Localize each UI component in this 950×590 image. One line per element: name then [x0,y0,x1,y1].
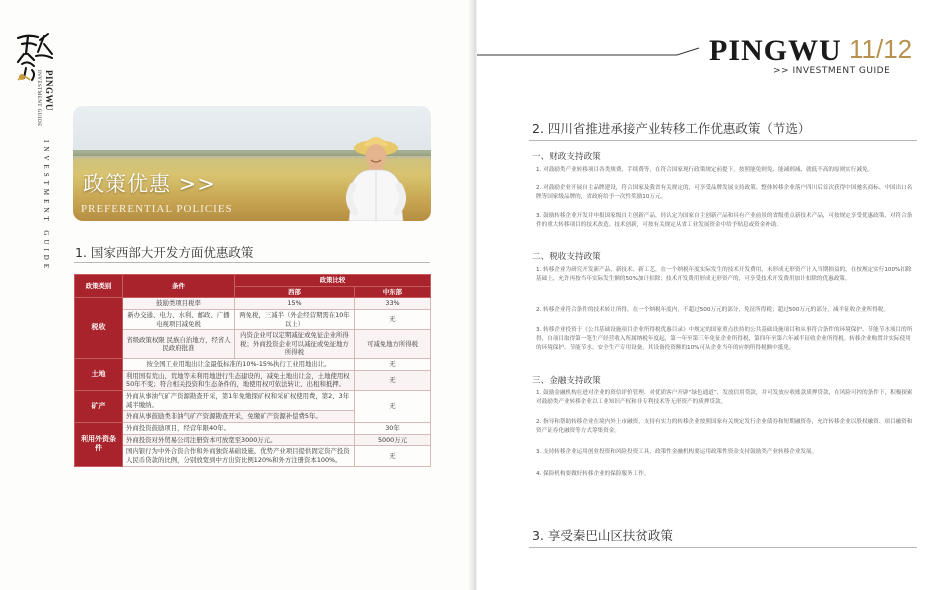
paragraph: 3. 转移企业投资于《公共基础设施项目企业所得税优惠目录》中规定的国家重点扶持的公共基础设施项目和从事符合条件的环境保护、节能节水项目的所得，自项目取得第一笔生产经营收入所属纳税年度起，第一年至第三年免征企业所得税，第四年至第六年减半征收企业所得税。转移企业购置并实际使用的环境保护、节能节水、安全生产专用设备，其设备投资额的10%可从企业当年的应纳所得税额中抵免。 [536,327,913,351]
brand-subtitle-vertical: INVESTMENT GUIDE [36,70,41,127]
header-central-east: 中东部 [355,286,431,298]
central-east-cell: 无 [355,359,431,371]
condition-cell: 外商投资鼓励项目，经营年限40年。 [123,422,355,434]
table-row [75,370,431,390]
west-cell: 内资企业可以定期减征或免征企业所得税；外商投资企业可以减征或免征地方所得税 [235,330,355,359]
subsection-heading: 三、金融支持政策 [532,376,601,386]
condition-cell: 外商从事鼓励类非油气矿产资源勘查开采，免缴矿产资源补偿费5年。 [123,411,355,423]
paragraph: 2. 指导和帮助转移企业在境内外上市融资，支持有实力的转移企业按照国家有关规定发行企业债券和短期融资券，允许转移企业以股权融资、项目融资和资产证券化融资等方式筹集资金。 [536,419,913,434]
condition-cell: 新办交通、电力、水利、邮政、广播电视项目减免税 [123,309,235,329]
central-east-cell: 5000万元 [355,434,431,446]
hero-subtitle: PREFERENTIAL POLICIES [81,203,233,215]
west-cell: 15% [235,298,355,310]
header-comparison: 政策比较 [235,275,431,287]
paragraph: 2. 对鼓励企业开展自主品牌建设，符合国家及我省有关规定的，可享受品牌发展支持政策。整体转移企业落户四川后首次获得中国驰名商标、中国出口名牌等国家级品牌的，省政府给予一次性奖励10万元。 [536,185,913,200]
condition-cell: 按全国工业用地出让金最低标准的10%-15%执行工业用地出让。 [123,359,355,371]
table-row [75,391,431,411]
section2-title: 2. 四川省推进承接产业转移工作优惠政策（节选） [532,121,811,136]
central-east-cell: 无 [355,370,431,390]
section2-divider [529,140,917,141]
table-row [75,359,431,371]
table-row [75,298,431,310]
central-east-cell: 33% [355,298,431,310]
policy-comparison-table [74,274,431,467]
condition-cell: 利用国有荒山、荒地等未利用地进行生态建设的，减免土地出让金，土地使用权50年不变；符合相关投资和生态条件的，地使用权可依法转让、出租和抵押。 [123,370,355,390]
farmer-illustration [331,126,421,221]
header-guide: >> INVESTMENT GUIDE [773,66,891,76]
table-row [75,330,431,359]
brand-spaced-vertical: INVESTMENT GUIDE [42,140,50,273]
paragraph: 1. 鼓励金融机构在进对企业的资信评价管理、对优质客户开辟“绿色通道”，发放信用贷款，并可发放应收账款质押贷款，在风险可控的条件下，积极探索对鼓励类产业转移企业以工业知识产权和非专利技术等无形资产的质押贷款。 [536,390,913,405]
section3-divider [529,547,917,548]
paragraph: 2. 转移企业符合条件的技术转让所得，在一个纳税年度内，不超过500万元的部分，免征所得税；超过500万元的部分，减半征收企业所得税。 [536,307,889,313]
condition-cell: 外商从事油气矿产资源勘查开采，第1年免缴探矿权和采矿权使用费，第2、3年减半缴纳。 [123,391,355,411]
paragraph: 1. 对鼓励类产业转移项目各类规费、手续费等，在符合国家现行政策规定前提下，按照能免则免、能减则减、就低不高的原则实行减免。 [536,167,874,173]
header-rule [477,46,705,56]
section3-title: 3. 享受秦巴山区扶贫政策 [532,528,673,543]
central-east-cell: 无 [355,446,431,466]
category-cell: 利用外资条件 [75,422,123,466]
category-cell: 矿产 [75,391,123,423]
paragraph: 1. 转移企业为研究开发新产品、新技术、新工艺，在一个纳税年度实际发生的技术开发费用，未形成无形资产计入当期损益的，在按规定实行100%扣除基础上，允许再按当年实际发生额的50%加计扣除；技术开发费用形成无形资产的，可享受技术开发费用加计扣除的优惠政策。 [536,267,912,282]
header-condition: 条件 [123,275,235,298]
right-page [477,0,950,590]
condition-cell: 国内银行为中外合资合作和外商独资基础设施、优势产业项目提供固定资产投资人民币贷款的比例，分别放宽到中方出资比例120%和外方注册资本100%。 [123,446,355,466]
hero-banner [73,106,431,221]
paragraph: 3. 支持转移企业运用创业投资和风险投资工具，政策性金融机构要运用政策性资金支持鼓励类产业转移企业发展。 [536,449,818,455]
paragraph: 4. 保险机构要做好转移企业的保险服务工作。 [536,471,650,477]
table-row [75,446,431,466]
header-west: 西部 [235,286,355,298]
table-row [75,422,431,434]
subsection-heading: 二、税收支持政策 [532,252,601,262]
condition-cell: 外商投资对外贸易公司注册资本可放宽至3000万元。 [123,434,355,446]
hero-title: 政策优惠 >> [83,172,216,196]
category-cell: 税收 [75,298,123,359]
brand-strip [14,30,60,273]
page-number: 11/12 [849,34,913,64]
table-row [75,434,431,446]
central-east-cell: 30年 [355,422,431,434]
header-brand-word: PINGWU [709,34,842,67]
left-page [0,0,473,590]
central-east-cell: 可减免地方所得税 [355,330,431,359]
section-title: 1. 国家西部大开发方面优惠政策 [75,245,254,260]
table-row [75,309,431,329]
condition-cell: 省级政策权限 民族自治地方，经省人民政府批准 [123,330,235,359]
central-east-cell: 无 [355,391,431,423]
paragraph: 3. 鼓励转移企业开发并申报国家级自主创新产品，经认定为国家自主创新产品和具有产业前景的省级重点新技术产品，可按规定享受优惠政策，对符合条件的重大转移项目的技术改造、技术创新，可按有关规定从省工业发展资金中给予贴息或资金补助。 [536,213,913,228]
section-divider [74,262,430,263]
category-cell: 土地 [75,359,123,391]
brand-title-vertical: PINGWU [44,70,54,111]
west-cell: 两免税，三减半（外企经营期需在10年以上） [235,309,355,329]
subsection-heading: 一、财政支持政策 [532,152,601,162]
condition-cell: 鼓励类项目税率 [123,298,235,310]
central-east-cell: 无 [355,309,431,329]
header-category: 政策类别 [75,275,123,298]
